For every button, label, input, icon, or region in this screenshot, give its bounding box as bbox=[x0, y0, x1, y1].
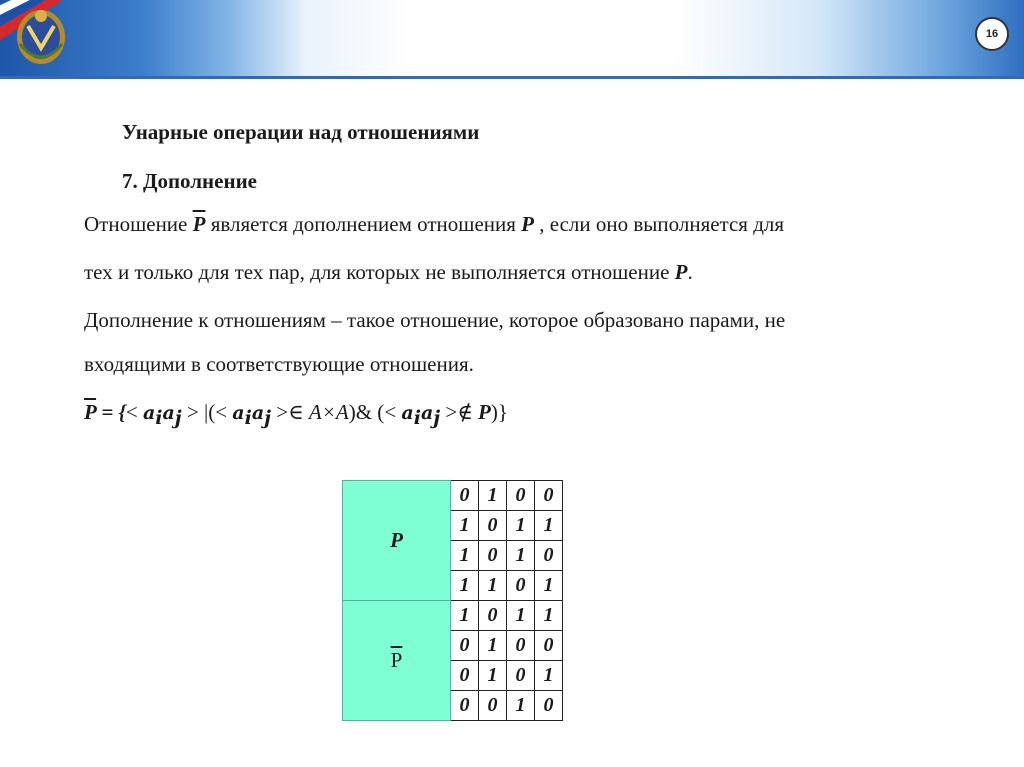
matrix-cell: 0 bbox=[535, 481, 563, 511]
definition-line-2 bbox=[84, 262, 693, 283]
index-j: j bbox=[264, 407, 272, 430]
subsection-heading: 7. Дополнение bbox=[122, 169, 257, 193]
matrix-cell: 1 bbox=[479, 631, 507, 661]
matrix-cell: 1 bbox=[479, 661, 507, 691]
matrix-cell: 1 bbox=[479, 571, 507, 601]
gt: > bbox=[271, 400, 289, 424]
matrix-cell: 1 bbox=[479, 481, 507, 511]
closing: )} bbox=[490, 400, 508, 424]
separator: |( bbox=[198, 400, 216, 424]
matrix-cell: 1 bbox=[507, 691, 535, 721]
var-a: a bbox=[401, 402, 414, 424]
matrix-cell: 0 bbox=[451, 661, 479, 691]
header-divider bbox=[0, 76, 1024, 79]
var-a: a bbox=[142, 402, 156, 424]
p-symbol: P bbox=[521, 212, 534, 236]
matrix-cell: 0 bbox=[479, 541, 507, 571]
var-a: a bbox=[232, 402, 245, 424]
matrix-cell: 0 bbox=[507, 631, 535, 661]
formula-p-bar: $\overline{P}$ bbox=[84, 400, 97, 424]
p-bar-symbol: $\overline{P}$ bbox=[192, 212, 206, 236]
matrix-cell: 0 bbox=[479, 691, 507, 721]
table-row bbox=[343, 481, 563, 511]
gt: > bbox=[181, 400, 199, 424]
formula-eq: = { bbox=[96, 400, 126, 424]
definition-line-1 bbox=[84, 214, 784, 235]
p-symbol: P bbox=[674, 260, 688, 284]
matrix-cell: 1 bbox=[507, 511, 535, 541]
text: . bbox=[687, 260, 693, 284]
relation-matrix-table bbox=[342, 480, 563, 721]
var-a: a bbox=[420, 402, 434, 424]
lt: < bbox=[125, 400, 143, 424]
slide-number-badge: 16 bbox=[975, 17, 1009, 51]
text: тех и только для тех пар, для которых не выполняется отношение bbox=[84, 260, 675, 284]
matrix-cell: 0 bbox=[451, 481, 479, 511]
matrix-cell: 0 bbox=[535, 691, 563, 721]
matrix-cell: 1 bbox=[451, 511, 479, 541]
lt: < bbox=[215, 400, 233, 424]
p-symbol: P bbox=[478, 400, 491, 424]
matrix-cell: 0 bbox=[507, 661, 535, 691]
matrix-cell: 1 bbox=[535, 601, 563, 631]
slide-header bbox=[0, 0, 1024, 76]
definition-line-3: Дополнение к отношениям – такое отношение, которое образовано парами, не bbox=[84, 308, 786, 332]
conjunction: )& ( bbox=[348, 400, 385, 424]
element-of: ∈ bbox=[288, 400, 309, 424]
definition-line-4: входящими в соответствующие отношения. bbox=[84, 352, 474, 376]
label-p: P bbox=[390, 528, 403, 552]
label-p-bar: $\overline{P}$ bbox=[390, 648, 403, 672]
matrix-cell: 0 bbox=[535, 631, 563, 661]
matrix-cell: 0 bbox=[535, 541, 563, 571]
index-j: j bbox=[433, 407, 441, 430]
cartesian-product: A×A bbox=[308, 400, 349, 424]
matrix-cell: 1 bbox=[507, 541, 535, 571]
gt: > bbox=[440, 400, 458, 424]
text: , если оно выполняется для bbox=[539, 212, 785, 236]
text: является дополнением отношения bbox=[210, 212, 522, 236]
var-a: a bbox=[162, 402, 175, 424]
index-i: i bbox=[244, 407, 252, 430]
matrix-cell: 1 bbox=[535, 661, 563, 691]
matrix-cell: 1 bbox=[451, 541, 479, 571]
matrix-cell: 1 bbox=[535, 511, 563, 541]
matrix-cell: 1 bbox=[451, 601, 479, 631]
table-row bbox=[343, 601, 563, 631]
var-a: a bbox=[251, 402, 265, 424]
label-pbar-cell bbox=[343, 601, 451, 721]
complement-formula bbox=[84, 400, 508, 429]
index-i: i bbox=[155, 407, 163, 430]
matrix-cell: 1 bbox=[451, 571, 479, 601]
matrix-cell: 1 bbox=[507, 601, 535, 631]
not-element-of: ∉ bbox=[457, 400, 479, 424]
index-j: j bbox=[174, 407, 182, 430]
matrix-cell: 0 bbox=[479, 511, 507, 541]
emblem-logo bbox=[14, 4, 68, 66]
text: Отношение bbox=[84, 212, 193, 236]
label-p-cell bbox=[343, 481, 451, 601]
matrix-cell: 0 bbox=[479, 601, 507, 631]
matrix-cell: 0 bbox=[507, 571, 535, 601]
matrix-cell: 0 bbox=[507, 481, 535, 511]
matrix-cell: 0 bbox=[451, 691, 479, 721]
index-i: i bbox=[413, 407, 421, 430]
section-heading: Унарные операции над отношениями bbox=[122, 120, 480, 144]
matrix-cell: 1 bbox=[535, 571, 563, 601]
lt: < bbox=[384, 400, 402, 424]
matrix-cell: 0 bbox=[451, 631, 479, 661]
